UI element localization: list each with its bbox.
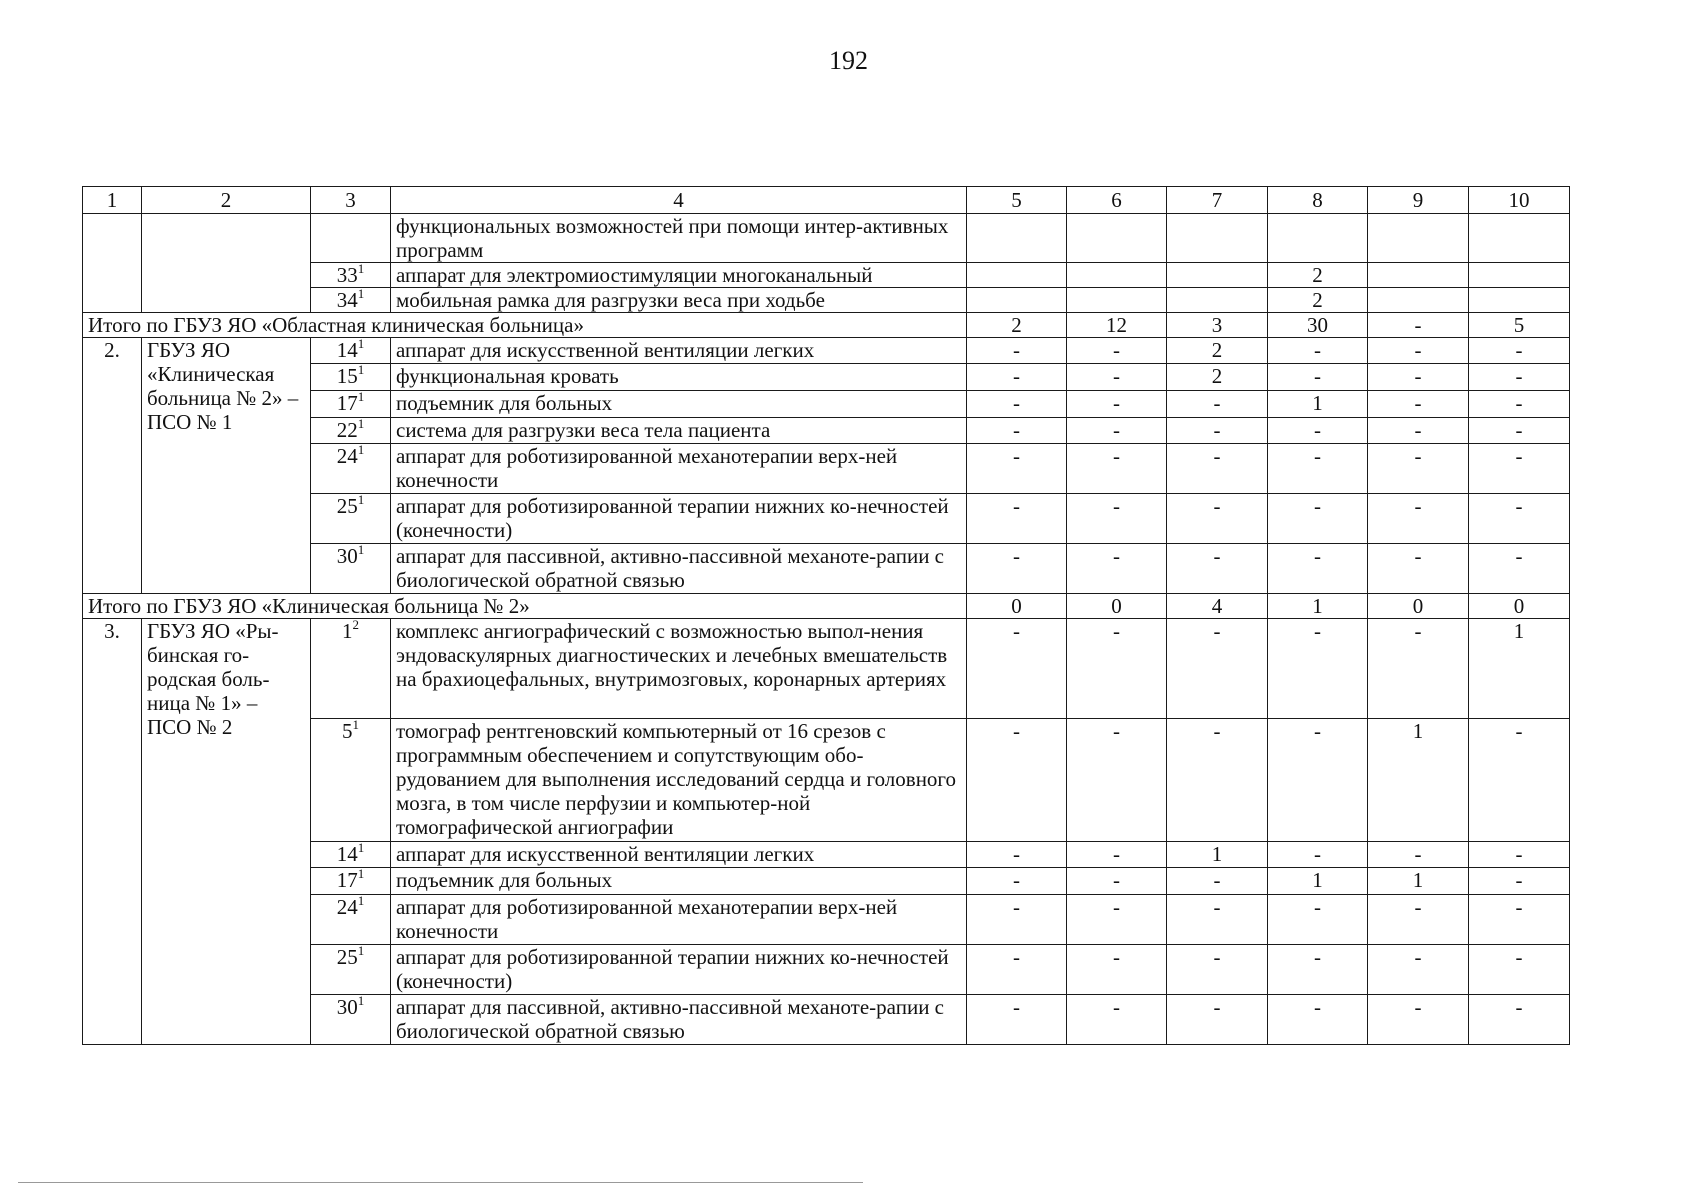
- quantity-cell: -: [967, 364, 1067, 391]
- quantity-cell: -: [1268, 945, 1368, 995]
- quantity-cell: -: [1469, 418, 1570, 444]
- quantity-cell: -: [1167, 494, 1268, 544]
- item-code-cell: [311, 494, 391, 544]
- footer-rule: [18, 1182, 863, 1183]
- item-code: 17: [336, 868, 358, 892]
- quantity-cell: -: [967, 391, 1067, 418]
- item-code: 33: [336, 263, 358, 287]
- quantity-cell: -: [1167, 945, 1268, 995]
- total-row: [83, 313, 1570, 338]
- item-code-superscript: 1: [357, 867, 365, 881]
- quantity-cell: -: [1067, 719, 1167, 842]
- quantity-cell: [1167, 214, 1268, 263]
- quantity-cell: -: [1067, 868, 1167, 895]
- item-code-cell: [311, 338, 391, 364]
- equipment-description: томограф рентгеновский компьютерный от 16 срезов с программным обеспечением и сопутствующим обо-рудованием для выполнения исследований сердца и головного мозга, в том числе перфузии и компьютер-ной томографической ангиографии: [391, 719, 967, 842]
- item-code: 24: [336, 444, 358, 468]
- quantity-cell: -: [967, 995, 1067, 1045]
- equipment-description: мобильная рамка для разгрузки веса при ходьбе: [391, 288, 967, 313]
- total-value: 3: [1167, 313, 1268, 338]
- item-code-cell: [311, 544, 391, 594]
- row-number: 2.: [83, 338, 142, 594]
- item-code-cell: [311, 364, 391, 391]
- item-code-cell: [311, 444, 391, 494]
- quantity-cell: -: [1368, 364, 1469, 391]
- quantity-cell: -: [1469, 842, 1570, 868]
- column-number: 9: [1368, 187, 1469, 214]
- quantity-cell: -: [1368, 544, 1469, 594]
- column-number: 1: [83, 187, 142, 214]
- quantity-cell: -: [967, 868, 1067, 895]
- quantity-cell: -: [1469, 895, 1570, 945]
- quantity-cell: -: [1368, 494, 1469, 544]
- quantity-cell: -: [1268, 444, 1368, 494]
- column-number: 7: [1167, 187, 1268, 214]
- item-code-superscript: 1: [357, 337, 365, 351]
- quantity-cell: 2: [1167, 364, 1268, 391]
- item-code-cell: [311, 995, 391, 1045]
- total-value: 30: [1268, 313, 1368, 338]
- quantity-cell: -: [1167, 619, 1268, 719]
- quantity-cell: -: [1067, 418, 1167, 444]
- equipment-description: аппарат для роботизированной механотерапии верх-ней конечности: [391, 444, 967, 494]
- item-code: 17: [336, 391, 358, 415]
- organization-name: ГБУЗ ЯО «Ры-бинская го-родская боль-ница № 1» – ПСО № 2: [142, 619, 311, 1045]
- quantity-cell: -: [1268, 619, 1368, 719]
- table-row: [83, 619, 1570, 719]
- quantity-cell: -: [1067, 619, 1167, 719]
- quantity-cell: [1469, 263, 1570, 288]
- quantity-cell: [1469, 214, 1570, 263]
- quantity-cell: -: [1268, 995, 1368, 1045]
- item-code-cell: [311, 895, 391, 945]
- column-number: 8: [1268, 187, 1368, 214]
- equipment-description: подъемник для больных: [391, 391, 967, 418]
- quantity-cell: -: [1469, 544, 1570, 594]
- item-code: 30: [336, 544, 358, 568]
- quantity-cell: -: [1368, 338, 1469, 364]
- item-code-cell: [311, 263, 391, 288]
- quantity-cell: -: [1167, 418, 1268, 444]
- column-number: 5: [967, 187, 1067, 214]
- quantity-cell: -: [1067, 945, 1167, 995]
- column-number: 4: [391, 187, 967, 214]
- item-code-cell: [311, 719, 391, 842]
- item-code-superscript: 1: [357, 841, 365, 855]
- item-code-superscript: 1: [357, 443, 365, 457]
- quantity-cell: 1: [1268, 868, 1368, 895]
- equipment-description: аппарат для пассивной, активно-пассивной механоте-рапии с биологической обратной связью: [391, 995, 967, 1045]
- quantity-cell: -: [1368, 995, 1469, 1045]
- quantity-cell: -: [1469, 494, 1570, 544]
- equipment-description: функциональных возможностей при помощи интер-активных программ: [391, 214, 967, 263]
- quantity-cell: -: [1368, 619, 1469, 719]
- quantity-cell: 2: [1268, 263, 1368, 288]
- quantity-cell: -: [1167, 995, 1268, 1045]
- quantity-cell: -: [1067, 842, 1167, 868]
- item-code-cell: [311, 288, 391, 313]
- quantity-cell: 1: [1268, 391, 1368, 418]
- row-number: 3.: [83, 619, 142, 1045]
- quantity-cell: -: [1368, 418, 1469, 444]
- quantity-cell: -: [1469, 338, 1570, 364]
- quantity-cell: -: [1469, 444, 1570, 494]
- item-code-superscript: 1: [357, 262, 365, 276]
- quantity-cell: -: [967, 418, 1067, 444]
- quantity-cell: -: [1067, 895, 1167, 945]
- quantity-cell: -: [967, 494, 1067, 544]
- quantity-cell: 1: [1469, 619, 1570, 719]
- item-code-superscript: 1: [357, 493, 365, 507]
- total-value: 4: [1167, 594, 1268, 619]
- page-number: 192: [829, 46, 868, 75]
- quantity-cell: -: [967, 945, 1067, 995]
- item-code: 34: [336, 288, 358, 312]
- quantity-cell: [967, 288, 1067, 313]
- quantity-cell: -: [1167, 444, 1268, 494]
- item-code-cell: [311, 418, 391, 444]
- quantity-cell: -: [1268, 418, 1368, 444]
- item-code-superscript: 1: [357, 363, 365, 377]
- quantity-cell: -: [1368, 391, 1469, 418]
- item-code: 14: [336, 842, 358, 866]
- quantity-cell: -: [1067, 544, 1167, 594]
- organization-name: ГБУЗ ЯО «Клиническая больница № 2» – ПСО № 1: [142, 338, 311, 594]
- equipment-description: аппарат для роботизированной терапии нижних ко-нечностей (конечности): [391, 494, 967, 544]
- item-code-superscript: 1: [357, 417, 365, 431]
- quantity-cell: -: [967, 895, 1067, 945]
- quantity-cell: -: [1268, 338, 1368, 364]
- quantity-cell: -: [967, 544, 1067, 594]
- column-number: 10: [1469, 187, 1570, 214]
- total-value: 0: [967, 594, 1067, 619]
- total-value: 12: [1067, 313, 1167, 338]
- quantity-cell: -: [1268, 842, 1368, 868]
- equipment-description: аппарат для пассивной, активно-пассивной механоте-рапии с биологической обратной связью: [391, 544, 967, 594]
- quantity-cell: [1469, 288, 1570, 313]
- quantity-cell: [1067, 214, 1167, 263]
- total-value: 5: [1469, 313, 1570, 338]
- item-code-cell: [311, 945, 391, 995]
- quantity-cell: -: [1469, 868, 1570, 895]
- total-label: Итого по ГБУЗ ЯО «Областная клиническая больница»: [83, 313, 967, 338]
- item-code-cell: [311, 868, 391, 895]
- quantity-cell: -: [1368, 945, 1469, 995]
- quantity-cell: 2: [1167, 338, 1268, 364]
- quantity-cell: -: [1268, 719, 1368, 842]
- item-code-superscript: 1: [357, 994, 365, 1008]
- item-code: 25: [336, 945, 358, 969]
- equipment-description: функциональная кровать: [391, 364, 967, 391]
- quantity-cell: -: [1469, 995, 1570, 1045]
- total-value: -: [1368, 313, 1469, 338]
- quantity-cell: -: [1067, 338, 1167, 364]
- quantity-cell: -: [1067, 391, 1167, 418]
- quantity-cell: 1: [1368, 719, 1469, 842]
- item-code: 30: [336, 995, 358, 1019]
- item-code: 1: [342, 619, 353, 643]
- equipment-table: [82, 186, 1570, 1045]
- item-code-cell: [311, 391, 391, 418]
- quantity-cell: [967, 263, 1067, 288]
- item-code: 14: [336, 338, 358, 362]
- item-code: 25: [336, 494, 358, 518]
- total-label: Итого по ГБУЗ ЯО «Клиническая больница № 2»: [83, 594, 967, 619]
- quantity-cell: -: [1268, 895, 1368, 945]
- quantity-cell: -: [1368, 444, 1469, 494]
- quantity-cell: -: [967, 444, 1067, 494]
- item-code-superscript: 2: [352, 618, 359, 632]
- equipment-description: аппарат для роботизированной механотерапии верх-ней конечности: [391, 895, 967, 945]
- quantity-cell: [1268, 214, 1368, 263]
- item-code-superscript: 1: [357, 894, 365, 908]
- item-code-superscript: 1: [357, 543, 365, 557]
- quantity-cell: -: [967, 719, 1067, 842]
- total-value: 0: [1368, 594, 1469, 619]
- equipment-description: аппарат для искусственной вентиляции легких: [391, 338, 967, 364]
- equipment-description: подъемник для больных: [391, 868, 967, 895]
- column-number: 2: [142, 187, 311, 214]
- quantity-cell: -: [1067, 444, 1167, 494]
- quantity-cell: -: [1067, 364, 1167, 391]
- quantity-cell: -: [1067, 494, 1167, 544]
- item-code-superscript: 1: [352, 718, 359, 732]
- quantity-cell: 1: [1368, 868, 1469, 895]
- row-number-cell: [83, 214, 142, 313]
- item-code: 24: [336, 895, 358, 919]
- quantity-cell: -: [1167, 895, 1268, 945]
- item-code: 5: [342, 719, 353, 743]
- quantity-cell: [1368, 288, 1469, 313]
- quantity-cell: -: [1268, 494, 1368, 544]
- quantity-cell: -: [1268, 364, 1368, 391]
- item-code-cell: [311, 619, 391, 719]
- equipment-description: аппарат для роботизированной терапии нижних ко-нечностей (конечности): [391, 945, 967, 995]
- quantity-cell: 1: [1167, 842, 1268, 868]
- equipment-description: аппарат для электромиостимуляции многоканальный: [391, 263, 967, 288]
- quantity-cell: -: [1368, 895, 1469, 945]
- equipment-description: аппарат для искусственной вентиляции легких: [391, 842, 967, 868]
- item-code-superscript: 1: [357, 287, 365, 301]
- quantity-cell: -: [1368, 842, 1469, 868]
- quantity-cell: -: [1167, 868, 1268, 895]
- table-row: [83, 338, 1570, 364]
- quantity-cell: -: [1167, 544, 1268, 594]
- quantity-cell: -: [1469, 364, 1570, 391]
- quantity-cell: 2: [1268, 288, 1368, 313]
- equipment-description: комплекс ангиографический с возможностью выпол-нения эндоваскулярных диагностических и лечебных вмешательств на брахиоцефальных, внутримозговых, коронарных артериях: [391, 619, 967, 719]
- item-code: 15: [336, 364, 358, 388]
- quantity-cell: -: [1167, 719, 1268, 842]
- column-number-row: [83, 187, 1570, 214]
- quantity-cell: [1368, 263, 1469, 288]
- quantity-cell: -: [967, 619, 1067, 719]
- quantity-cell: -: [1067, 995, 1167, 1045]
- quantity-cell: -: [967, 842, 1067, 868]
- total-value: 1: [1268, 594, 1368, 619]
- item-code: 22: [336, 418, 358, 442]
- column-number: 3: [311, 187, 391, 214]
- organization-cell: [142, 214, 311, 313]
- item-code-cell: [311, 842, 391, 868]
- quantity-cell: -: [1167, 391, 1268, 418]
- quantity-cell: [1167, 288, 1268, 313]
- equipment-description: система для разгрузки веса тела пациента: [391, 418, 967, 444]
- quantity-cell: -: [967, 338, 1067, 364]
- total-value: 0: [1067, 594, 1167, 619]
- quantity-cell: -: [1469, 945, 1570, 995]
- total-value: 2: [967, 313, 1067, 338]
- total-row: [83, 594, 1570, 619]
- quantity-cell: [967, 214, 1067, 263]
- quantity-cell: [1067, 288, 1167, 313]
- column-number: 6: [1067, 187, 1167, 214]
- quantity-cell: -: [1268, 544, 1368, 594]
- item-code-superscript: 1: [357, 944, 365, 958]
- table-row: [83, 214, 1570, 263]
- item-code-superscript: 1: [357, 390, 365, 404]
- quantity-cell: -: [1469, 719, 1570, 842]
- quantity-cell: [1067, 263, 1167, 288]
- quantity-cell: -: [1469, 391, 1570, 418]
- quantity-cell: [1167, 263, 1268, 288]
- total-value: 0: [1469, 594, 1570, 619]
- quantity-cell: [1368, 214, 1469, 263]
- item-code-cell: [311, 214, 391, 263]
